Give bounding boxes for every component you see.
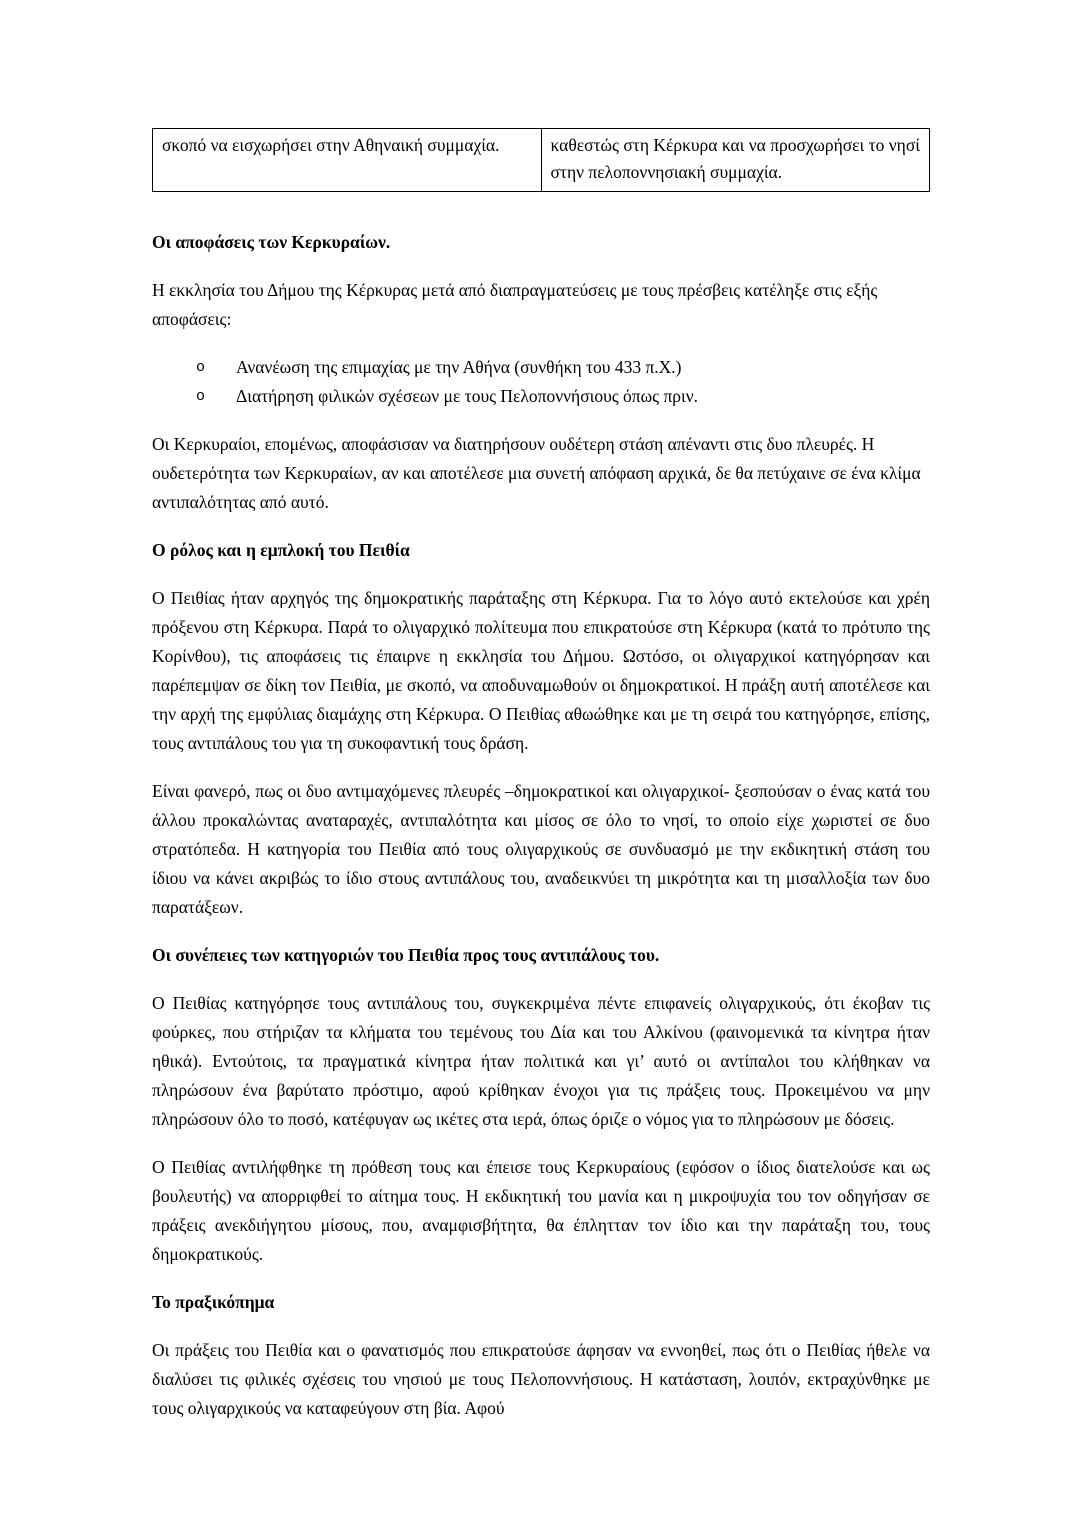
section-heading-coup: Το πραξικόπημα xyxy=(152,1292,275,1312)
table-cell-left: σκοπό να εισχωρήσει στην Αθηναική συμμαχία. xyxy=(153,129,542,192)
section-heading-decisions: Οι αποφάσεις των Κερκυραίων. xyxy=(152,232,391,252)
continuation-table xyxy=(152,128,930,192)
paragraph-rejection: Ο Πειθίας αντιλήφθηκε τη πρόθεση τους και έπεισε τους Κερκυραίους (εφόσον ο ίδιος διατελούσε και ως βουλευτής) να απορριφθεί το αίτημα τους. Η εκδικητική του μανία και η μικροψυχία του τον οδηγήσαν σε πράξεις ανεκδιήγητου μίσους, που, αναμφισβήτητα, θα έπλητταν τον ίδιο και την παράταξη του, τους δημοκρατικούς. xyxy=(152,1157,930,1264)
bullet-item-text: Διατήρηση φιλικών σχέσεων με τους Πελοποννήσιους όπως πριν. xyxy=(236,386,699,406)
decision-bullet-list xyxy=(152,353,930,411)
paragraph-intro-decisions: Η εκκλησία του Δήμου της Κέρκυρας μετά από διαπραγματεύσεις με τους πρέσβεις κατέληξε στις εξής αποφάσεις: xyxy=(152,280,878,329)
paragraph-coup: Οι πράξεις του Πειθία και ο φανατισμός που επικρατούσε άφησαν να εννοηθεί, πως ότι ο Πειθίας ήθελε να διαλύσει τις φιλικές σχέσεις του νησιού με τους Πελοποννήσιους. Η κατάσταση, λοιπόν, εκτραχύνθηκε με τους ολιγαρχικούς να καταφεύγουν στη βία. Αφού xyxy=(152,1340,930,1418)
list-item xyxy=(196,382,930,411)
section-heading-consequences: Οι συνέπειες των κατηγοριών του Πειθία προς τους αντιπάλους του. xyxy=(152,945,660,965)
list-item xyxy=(196,353,930,382)
section-heading-peithias-role: Ο ρόλος και η εμπλοκή του Πειθία xyxy=(152,540,410,560)
paragraph-accusations: Ο Πειθίας κατηγόρησε τους αντιπάλους του, συγκεκριμένα πέντε επιφανείς ολιγαρχικούς, ότι έκοβαν τις φούρκες, που στήριζαν τα κλήματα του τεμένους του Δία και του Αλκίνου (φαινομενικά τα κίνητρα ήταν ηθικά). Εντούτοις, τα πραγματικά κίνητρα ήταν πολιτικά και γι’ αυτό οι αντίπαλοι του κλήθηκαν να πληρώσουν ένα βαρύτατο πρόστιμο, αφού κρίθηκαν ένοχοι για τις πράξεις τους. Προκειμένου να μην πληρώσουν όλο το ποσό, κατέφυγαν ως ικέτες στα ιερά, όπως όριζε ο νόμος για το πληρώσουν με δόσεις. xyxy=(152,993,930,1129)
bullet-marker: o xyxy=(196,388,206,405)
paragraph-neutrality: Οι Κερκυραίοι, επομένως, αποφάσισαν να διατηρήσουν ουδέτερη στάση απέναντι στις δυο πλευρές. Η ουδετερότητα των Κερκυραίων, αν και αποτέλεσε μια συνετή απόφαση αρχικά, δε θα πετύχαινε σε ένα κλίμα αντιπαλότητας από αυτό. xyxy=(152,434,921,512)
paragraph-two-factions: Είναι φανερό, πως οι δυο αντιμαχόμενες πλευρές –δημοκρατικοί και ολιγαρχικοί- ξεσπούσαν ο ένας κατά του άλλου προκαλώντας αναταραχές, αντιπαλότητα και μίσος σε όλο το νησί, το οποίο είχε χωριστεί σε δυο στρατόπεδα. Η κατηγορία του Πειθία από τους ολιγαρχικούς σε συνδυασμό με την εκδικητική στάση του ίδιου να κάνει ακριβώς το ίδιο στους αντιπάλους του, αναδεικνύει τη μικρότητα και τη μισαλλοξία των δυο παρατάξεων. xyxy=(152,781,930,917)
table-cell-right: καθεστώς στη Κέρκυρα και να προσχωρήσει το νησί στην πελοποννησιακή συμμαχία. xyxy=(541,129,930,192)
bullet-marker: o xyxy=(196,359,206,376)
paragraph-peithias-role: Ο Πειθίας ήταν αρχηγός της δημοκρατικής παράταξης στη Κέρκυρα. Για το λόγο αυτό εκτελούσε και χρέη πρόξενου στη Κέρκυρα. Παρά το ολιγαρχικό πολίτευμα που επικρατούσε στη Κέρκυρα (κατά το πρότυπο της Κορίνθου), τις αποφάσεις τις έπαιρνε η εκκλησία του Δήμου. Ωστόσο, οι ολιγαρχικοί κατηγόρησαν και παρέπεμψαν σε δίκη τον Πειθία, με σκοπό, να αποδυναμωθούν οι δημοκρατικοί. Η πράξη αυτή αποτέλεσε και την αρχή της εμφύλιας διαμάχης στη Κέρκυρα. Ο Πειθίας αθωώθηκε και με τη σειρά του κατηγόρησε, επίσης, τους αντιπάλους του για τη συκοφαντική τους δράση. xyxy=(152,588,930,753)
bullet-item-text: Ανανέωση της επιμαχίας με την Αθήνα (συνθήκη του 433 π.Χ.) xyxy=(236,357,682,377)
table-row xyxy=(153,129,930,192)
